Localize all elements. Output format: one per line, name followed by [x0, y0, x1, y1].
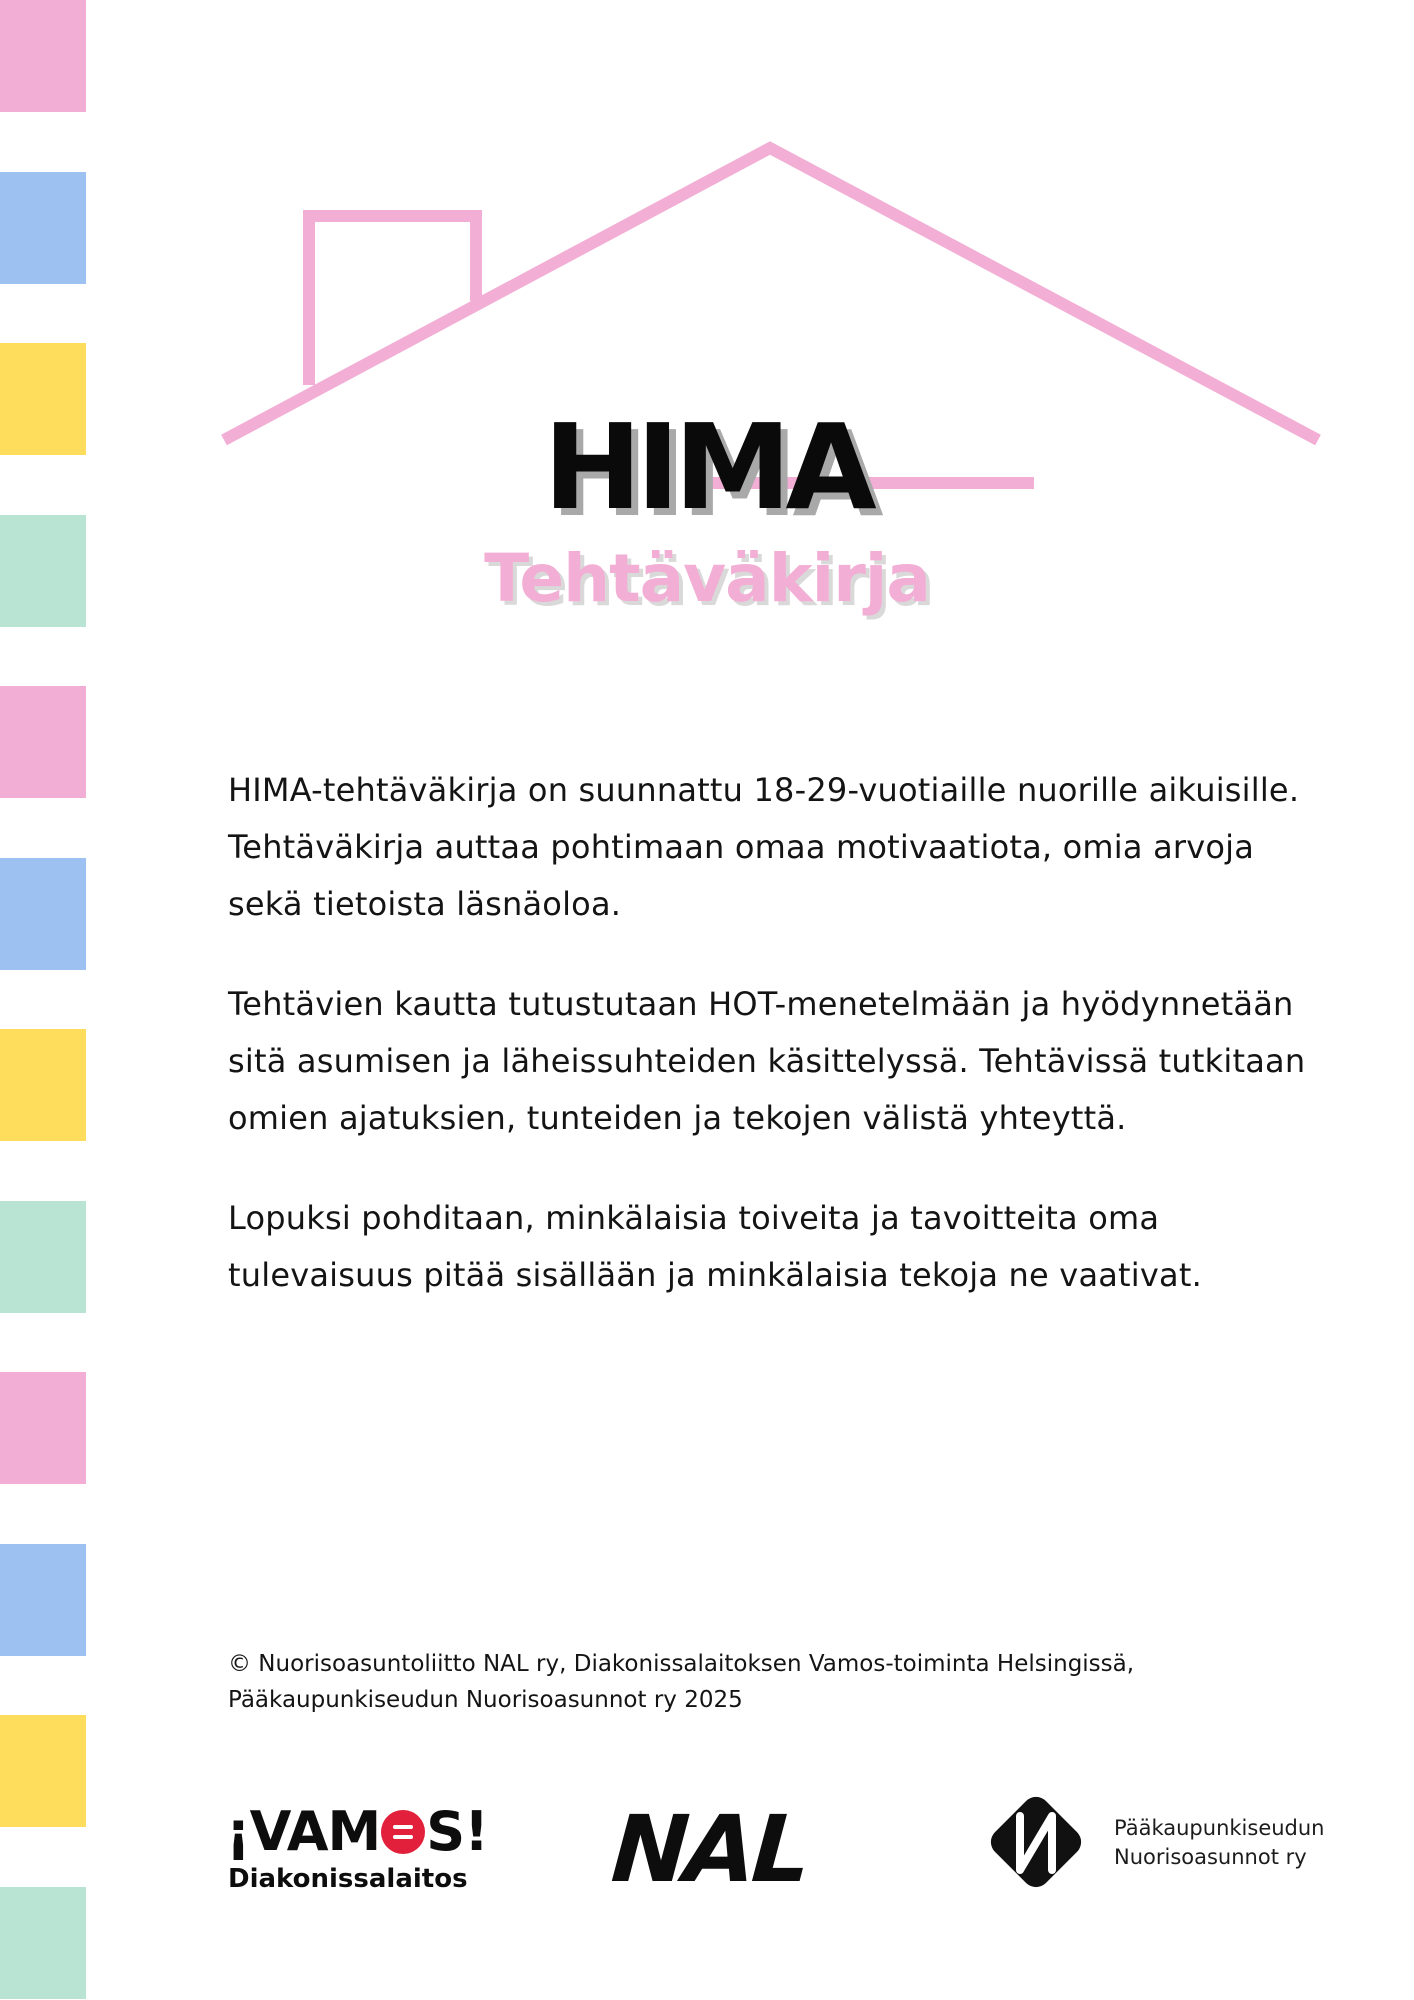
stripe-square — [0, 1887, 86, 1999]
vamos-subtitle: Diakonissalaitos — [228, 1864, 468, 1894]
copyright-notice — [228, 1646, 1348, 1718]
vamos-wordmark — [226, 1800, 488, 1864]
stripe-square — [0, 858, 86, 970]
page-subtitle: Tehtäväkirja — [484, 540, 930, 617]
vamos-o-icon — [381, 1810, 425, 1854]
copyright-line-1: © Nuorisoasuntoliitto NAL ry, Diakonissalaitoksen Vamos-toiminta Helsingissä, — [228, 1651, 1135, 1677]
pks-line-2: Nuorisoasunnot ry — [1114, 1845, 1307, 1869]
chimney — [309, 216, 476, 385]
roof-line — [224, 148, 1318, 440]
vamos-wordmark-end: S! — [426, 1800, 488, 1863]
paragraph-1: HIMA-tehtäväkirja on suunnattu 18-29-vuotiaille nuorille aikuisille. Tehtäväkirja auttaa pohtimaan omaa motivaatiota, omia arvoja sekä tietoista läsnäoloa. — [228, 771, 1300, 923]
nal-logo — [608, 1796, 842, 1903]
stripe-square — [0, 1715, 86, 1827]
paragraph-2: Tehtävien kautta tutustutaan HOT-menetelmään ja hyödynnetään sitä asumisen ja läheissuhteiden käsittelyssä. Tehtävissä tutkitaan omien ajatuksien, tunteiden ja tekojen välistä yhteyttä. — [228, 985, 1306, 1137]
pks-logo — [980, 1786, 1340, 1906]
nal-wordmark: NAL — [608, 1796, 811, 1903]
stripe-square — [0, 1201, 86, 1313]
paragraph-3: Lopuksi pohditaan, minkälaisia toiveita ja tavoitteita oma tulevaisuus pitää sisällään ja minkälaisia tekoja ne vaativat. — [228, 1199, 1202, 1294]
vamos-logo — [226, 1800, 496, 1900]
page-title: HIMA — [543, 398, 871, 536]
intro-text — [228, 762, 1338, 1347]
stripe-square — [0, 1544, 86, 1656]
copyright-line-2: Pääkaupunkiseudun Nuorisoasunnot ry 2025 — [228, 1687, 743, 1713]
stripe-square — [0, 1372, 86, 1484]
stripe-square — [0, 1029, 86, 1141]
pks-line-1: Pääkaupunkiseudun — [1114, 1816, 1325, 1840]
pks-logo-text — [1114, 1814, 1325, 1872]
pks-logo-icon — [980, 1786, 1092, 1898]
vamos-wordmark-start: ¡VAM — [226, 1800, 381, 1863]
stripe-square — [0, 686, 86, 798]
